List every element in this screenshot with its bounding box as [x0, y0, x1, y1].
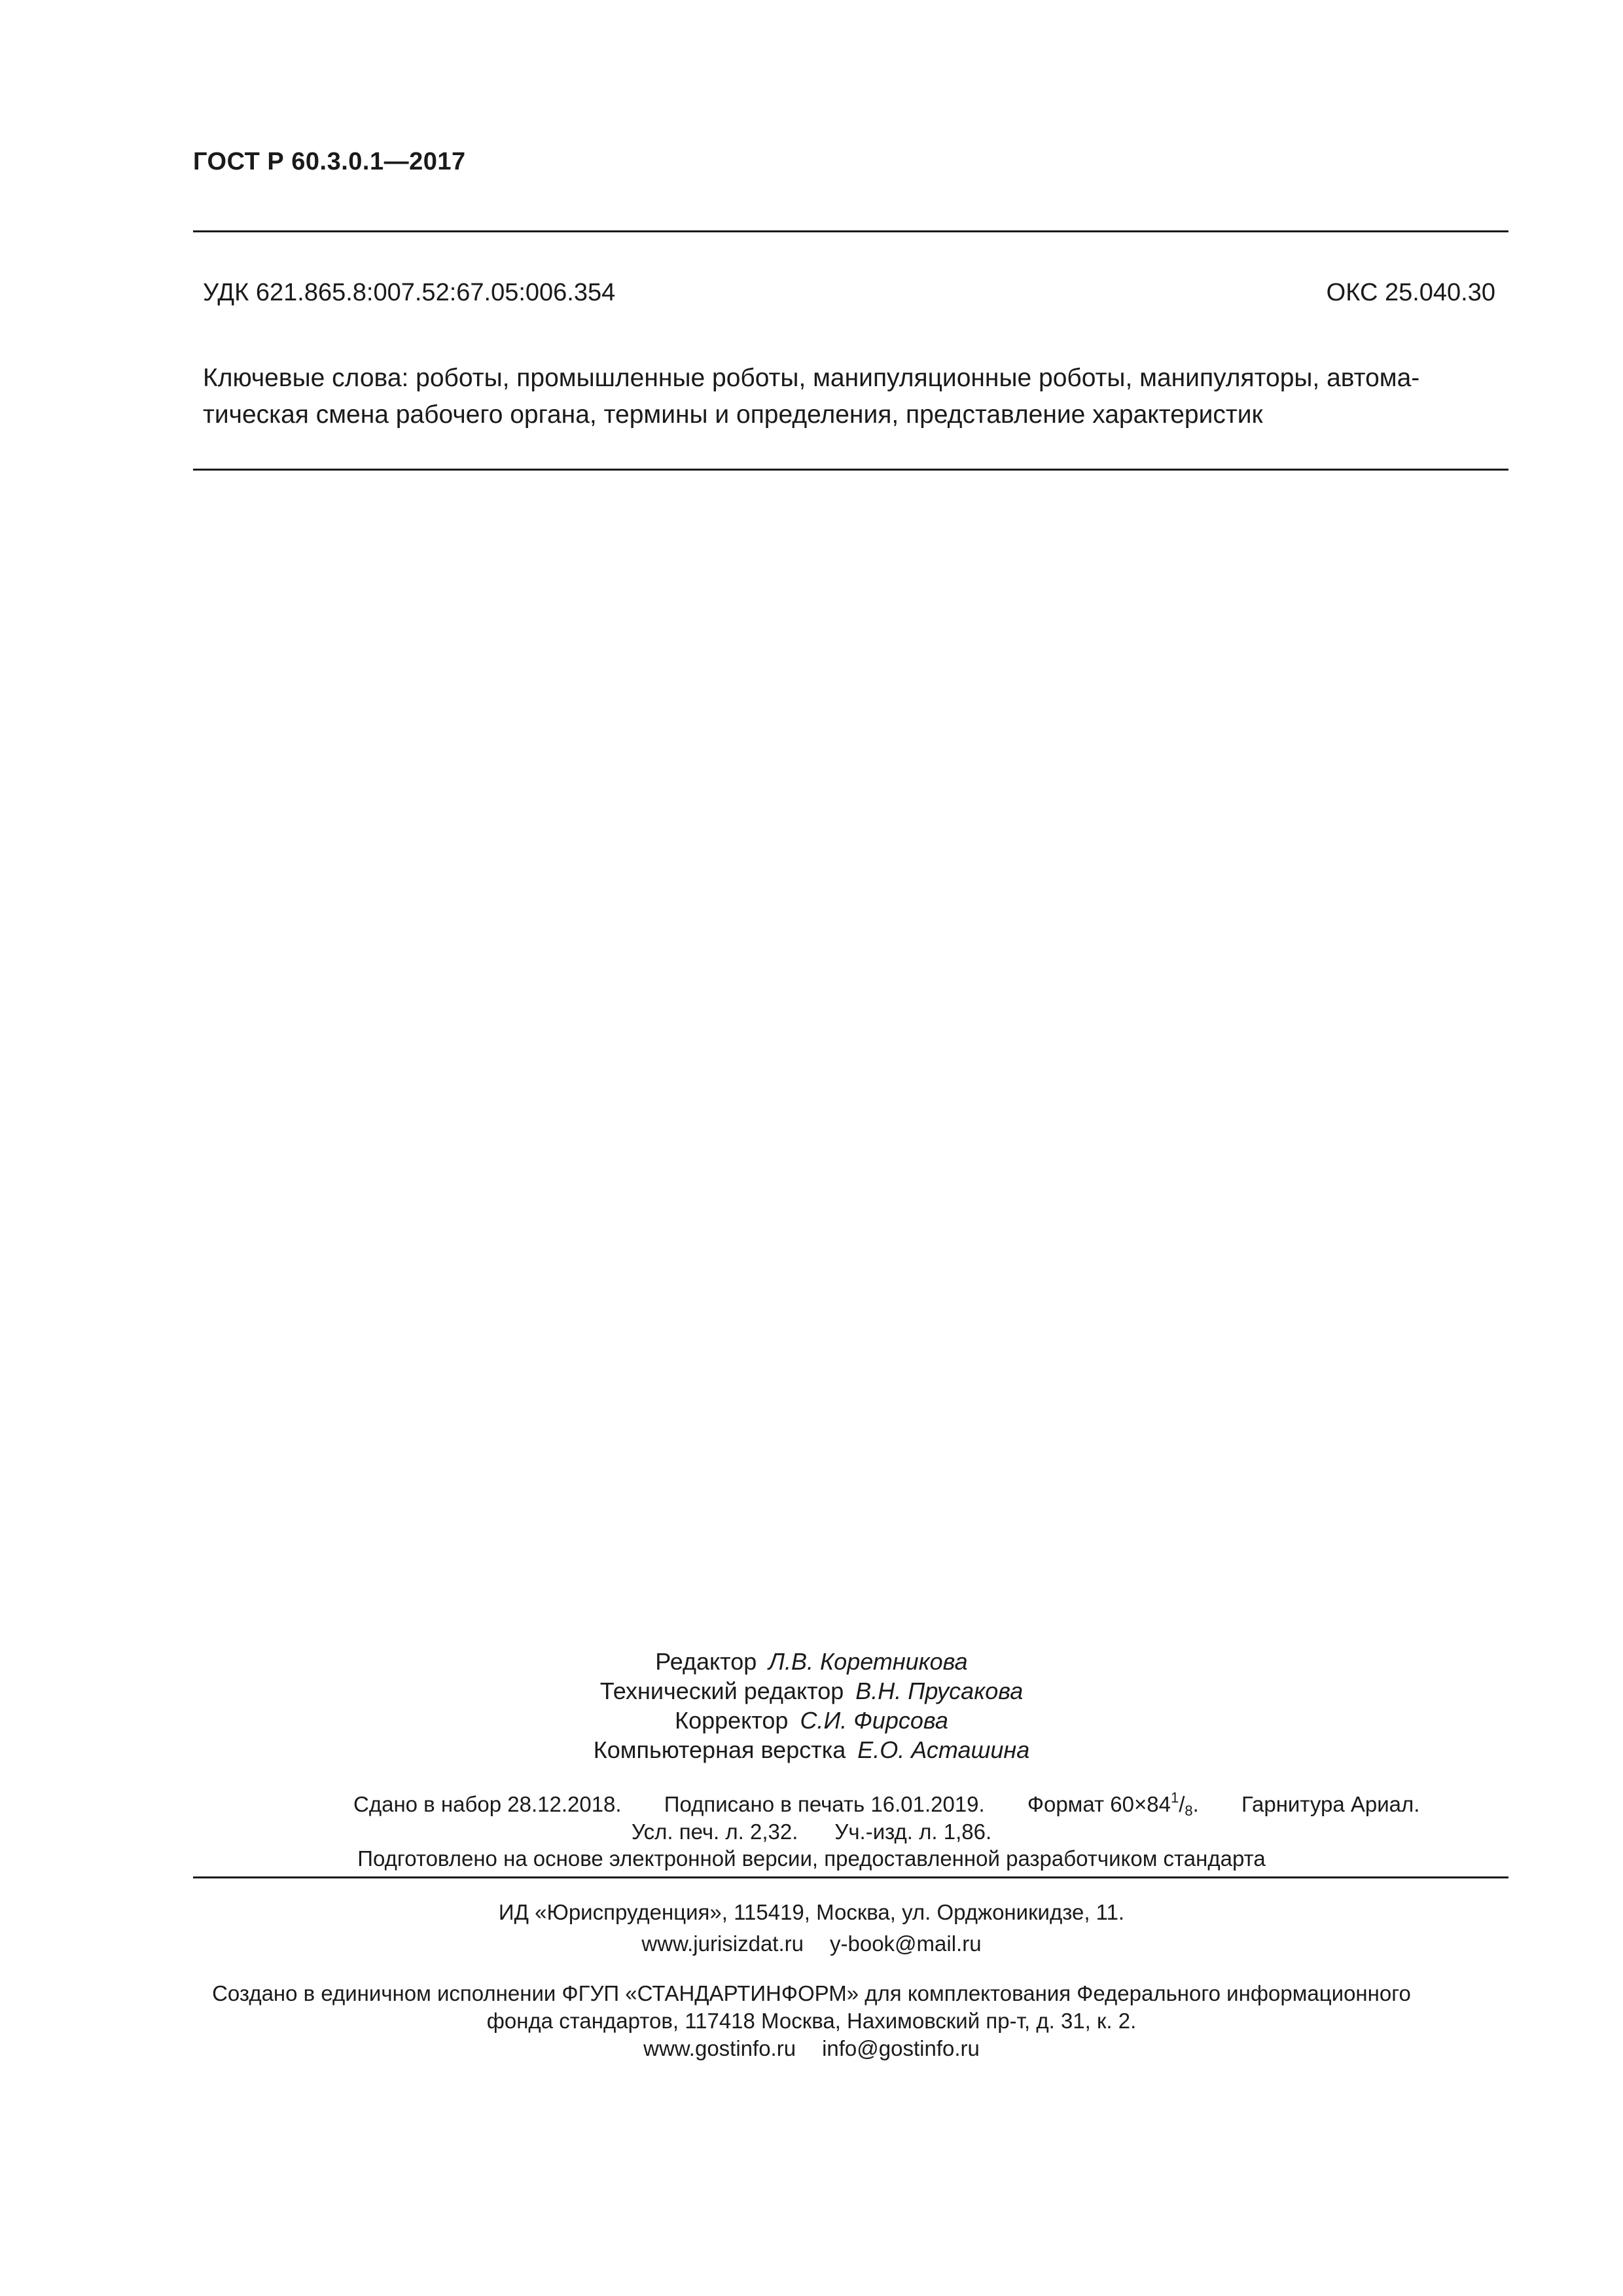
- staff-role: Корректор: [675, 1707, 789, 1734]
- format-suffix: .: [1192, 1792, 1199, 1816]
- uch-izd: Уч.-изд. л. 1,86.: [834, 1820, 992, 1844]
- publisher-email-link[interactable]: y-book@mail.ru: [830, 1931, 982, 1956]
- document-code: ГОСТ Р 60.3.0.1—2017: [193, 148, 466, 175]
- publisher-rule: [193, 1876, 1508, 1878]
- gostinfo-email-link[interactable]: info@gostinfo.ru: [822, 2036, 980, 2060]
- format-sub: 8: [1185, 1803, 1193, 1819]
- paper-format: [1027, 1789, 1199, 1819]
- print-info-row-1: [353, 1789, 1456, 1819]
- publisher-address: ИД «Юриспруденция», 115419, Москва, ул. Орджоникидзе, 11.: [498, 1900, 1125, 1924]
- format-sup: 1: [1170, 1789, 1179, 1806]
- staff-row-tech-editor: [0, 1676, 1623, 1706]
- created-line-2: фонда стандартов, 117418 Москва, Нахимовский пр-т, д. 31, к. 2.: [486, 2009, 1137, 2033]
- submitted-date: Сдано в набор 28.12.2018.: [353, 1792, 622, 1816]
- staff-row-editor: [0, 1647, 1623, 1676]
- publisher-block: [0, 1897, 1623, 1960]
- staff-row-layout: [0, 1735, 1623, 1765]
- staff-name: С.И. Фирсова: [800, 1707, 948, 1734]
- staff-role: Технический редактор: [599, 1677, 844, 1704]
- publisher-contacts: [0, 1928, 1623, 1960]
- staff-row-proofreader: [0, 1706, 1623, 1735]
- keywords-line-2: тическая смена рабочего органа, термины и определения, представление характеристик: [203, 401, 1263, 429]
- print-info-row-2: [0, 1820, 1623, 1844]
- typeface: Гарнитура Ариал.: [1241, 1792, 1420, 1816]
- signed-date: Подписано в печать 16.01.2019.: [664, 1792, 985, 1816]
- usl-pech: Усл. печ. л. 2,32.: [631, 1820, 798, 1844]
- staff-role: Редактор: [655, 1648, 757, 1675]
- keywords-block: [203, 360, 1502, 433]
- staff-name: В.Н. Прусакова: [855, 1677, 1024, 1704]
- publisher-site-link[interactable]: www.jurisizdat.ru: [641, 1931, 804, 1956]
- staff-name: Е.О. Асташина: [857, 1736, 1030, 1763]
- format-slash: /: [1179, 1792, 1185, 1816]
- created-line-1: Создано в единичном исполнении ФГУП «СТАНДАРТИНФОРМ» для комплектования Федерального информационного: [212, 1981, 1411, 2005]
- created-block: [0, 1980, 1623, 2062]
- gostinfo-site-link[interactable]: www.gostinfo.ru: [643, 2036, 796, 2060]
- staff-credits: [0, 1647, 1623, 1765]
- udk-code: УДК 621.865.8:007.52:67.05:006.354: [203, 279, 616, 306]
- prepared-note: Подготовлено на основе электронной версии, предоставленной разработчиком стандарта: [357, 1846, 1266, 1871]
- staff-name: Л.В. Коретникова: [768, 1648, 968, 1675]
- staff-role: Компьютерная верстка: [593, 1736, 846, 1763]
- created-contacts: [0, 2035, 1623, 2062]
- keywords-bottom-rule: [193, 469, 1508, 471]
- format-prefix: Формат 60×84: [1027, 1792, 1171, 1816]
- oks-code: ОКС 25.040.30: [1326, 279, 1495, 306]
- keywords-line-1: Ключевые слова: роботы, промышленные роботы, манипуляционные роботы, манипуляторы, автома-: [203, 364, 1420, 392]
- top-rule: [193, 230, 1508, 232]
